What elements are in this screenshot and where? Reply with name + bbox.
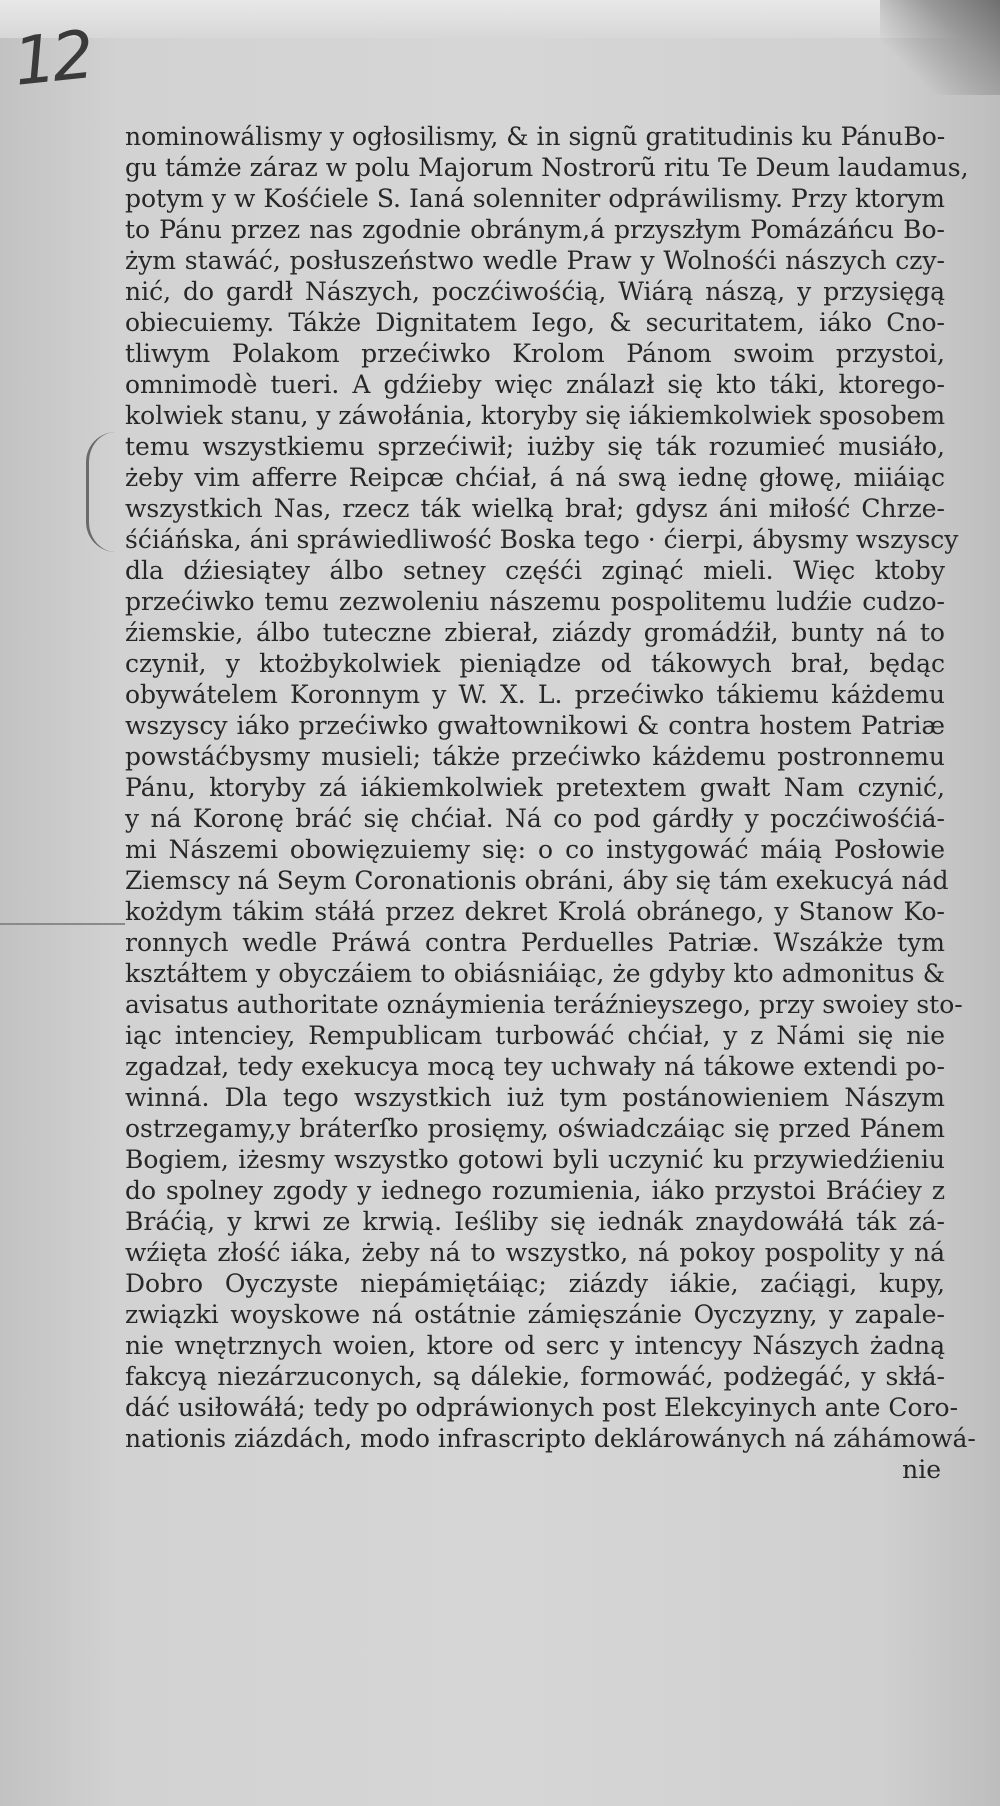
text-line: omnimodè tueri. A gdźieby więc ználazł się kto táki, ktorego- [125, 370, 945, 399]
text-line: fakcyą niezárzuconych, są dálekie, formowáć, podżegáć, y skłá- [125, 1362, 945, 1391]
text-line: nationis ziázdách, modo infrascripto deklárowánych ná záhámowá- [125, 1424, 976, 1453]
text-line: dla dźiesiątey álbo setney częśći zginąć mieli. Więc ktoby [125, 556, 945, 585]
page-top-edge [0, 0, 1000, 38]
handwritten-page-number: 12 [10, 16, 94, 101]
text-line: przećiwko temu zezwoleniu nászemu pospolitemu ludźie cudzo- [125, 587, 945, 616]
text-line: kożdym tákim stáłá przez dekret Krolá obránego, y Stanow Ko- [125, 897, 945, 926]
text-line: żym stawáć, posłuszeństwo wedle Praw y Wolnośći nászych czy- [125, 246, 945, 275]
text-line: nić, do gardł Nászych, poczćiwośćią, Wiárą nászą, y przysięgą [125, 277, 945, 306]
catchword: nie [902, 1455, 941, 1484]
text-line: nie wnętrznych woien, ktore od serc y intencyy Nászych żadną [125, 1331, 945, 1360]
text-line: wszyscy iáko przećiwko gwałtownikowi & contra hostem Patriæ [125, 711, 945, 740]
text-line: to Pánu przez nas zgodnie obránym,á przyszłym Pomázáńcu Bo- [125, 215, 945, 244]
text-line: Ziemscy ná Seym Coronationis obráni, áby się tám exekucyá nád [125, 866, 949, 895]
text-line: potym y w Kośćiele S. Ianá solenniter odpráwilismy. Przy ktorym [125, 184, 945, 213]
text-line: avisatus authoritate oznáymienia teráźnieyszego, przy swoiey sto- [125, 990, 963, 1019]
text-line: Dobro Oyczyste niepámiętáiąc; ziázdy iákie, zaćiągi, kupy, [125, 1269, 945, 1298]
text-line: nominowálismy y ogłosilismy, & in signũ gratitudinis ku PánuBo- [125, 122, 946, 151]
text-line: obywátelem Koronnym y W. X. L. przećiwko tákiemu káżdemu [125, 680, 945, 709]
text-line: Pánu, ktoryby zá iákiemkolwiek pretextem gwałt Nam czynić, [125, 773, 945, 802]
text-line: związki woyskowe ná ostátnie zámięszánie Oyczyzny, y zapale- [125, 1300, 945, 1329]
text-line: iąc intenciey, Rempublicam turbowáć chćiał, y z Námi się nie [125, 1021, 945, 1050]
text-line: temu wszystkiemu sprzećiwił; iużby się ták rozumieć musiáło, [125, 432, 945, 461]
text-line: czynił, y ktożbykolwiek pieniądze od tákowych brał, będąc [125, 649, 945, 678]
text-line: ostrzegamy,y bráterſko prosięmy, oświadczáiąc się przed Pánem [125, 1114, 945, 1143]
text-line: kolwiek stanu, y záwołánia, ktoryby się iákiemkolwiek sposobem [125, 401, 946, 430]
body-text [125, 121, 976, 1485]
text-line: obiecuiemy. Tákże Dignitatem Iego, & securitatem, iáko Cno- [125, 308, 945, 337]
text-line: wszystkich Nas, rzecz ták wielką brał; gdysz áni miłość Chrze- [125, 494, 945, 523]
text-line: gu támże záraz w polu Majorum Nostrorũ ritu Te Deum laudamus, [125, 153, 969, 182]
text-line: dáć usiłowáłá; tedy po odpráwionych post Elekcyinych ante Coro- [125, 1393, 959, 1422]
text-line: śćiáńska, áni spráwiedliwość Boska tego · ćierpi, ábysmy wszyscy [125, 525, 959, 554]
text-line: żeby vim afferre Reipcæ chćiał, á ná swą iednę głowę, miiáiąc [125, 463, 945, 492]
text-line: y ná Koronę bráć się chćiał. Ná co pod gárdły y poczćiwośćiá- [125, 804, 945, 833]
text-line: Bráćią, y krwi ze krwią. Ieśliby się iednák znaydowáłá ták zá- [125, 1207, 945, 1236]
text-line: ksztáłtem y obyczáiem to obiásniáiąc, że gdyby kto admonitus & [125, 959, 945, 988]
page-corner-shadow [880, 0, 1000, 95]
margin-pencil-line [0, 923, 125, 925]
text-line: ronnych wedle Práwá contra Perduelles Patriæ. Wszákże tym [125, 928, 945, 957]
text-line: źiemskie, álbo tuteczne zbierał, ziázdy gromádźił, bunty ná to [125, 618, 945, 647]
text-line: powstáćbysmy musieli; tákże przećiwko káżdemu postronnemu [125, 742, 945, 771]
text-line: do spolney zgody y iednego rozumienia, iáko przystoi Bráćiey z [125, 1176, 945, 1205]
text-line: wźięta złość iáka, żeby ná to wszystko, ná pokoy pospolity y ná [125, 1238, 945, 1267]
text-line: mi Nászemi obowięzuiemy się: o co instygowáć máią Posłowie [125, 835, 945, 864]
text-line: winná. Dla tego wszystkich iuż tym postánowieniem Nászym [125, 1083, 945, 1112]
text-line: zgadzał, tedy exekucya mocą tey uchwały ná tákowe extendi po- [125, 1052, 945, 1081]
text-line: tliwym Polakom przećiwko Krolom Pánom swoim przystoi, [125, 339, 945, 368]
handwritten-margin-bracket [86, 432, 129, 552]
text-line: Bogiem, iżesmy wszystko gotowi byli uczynić ku przywiedźieniu [125, 1145, 945, 1174]
